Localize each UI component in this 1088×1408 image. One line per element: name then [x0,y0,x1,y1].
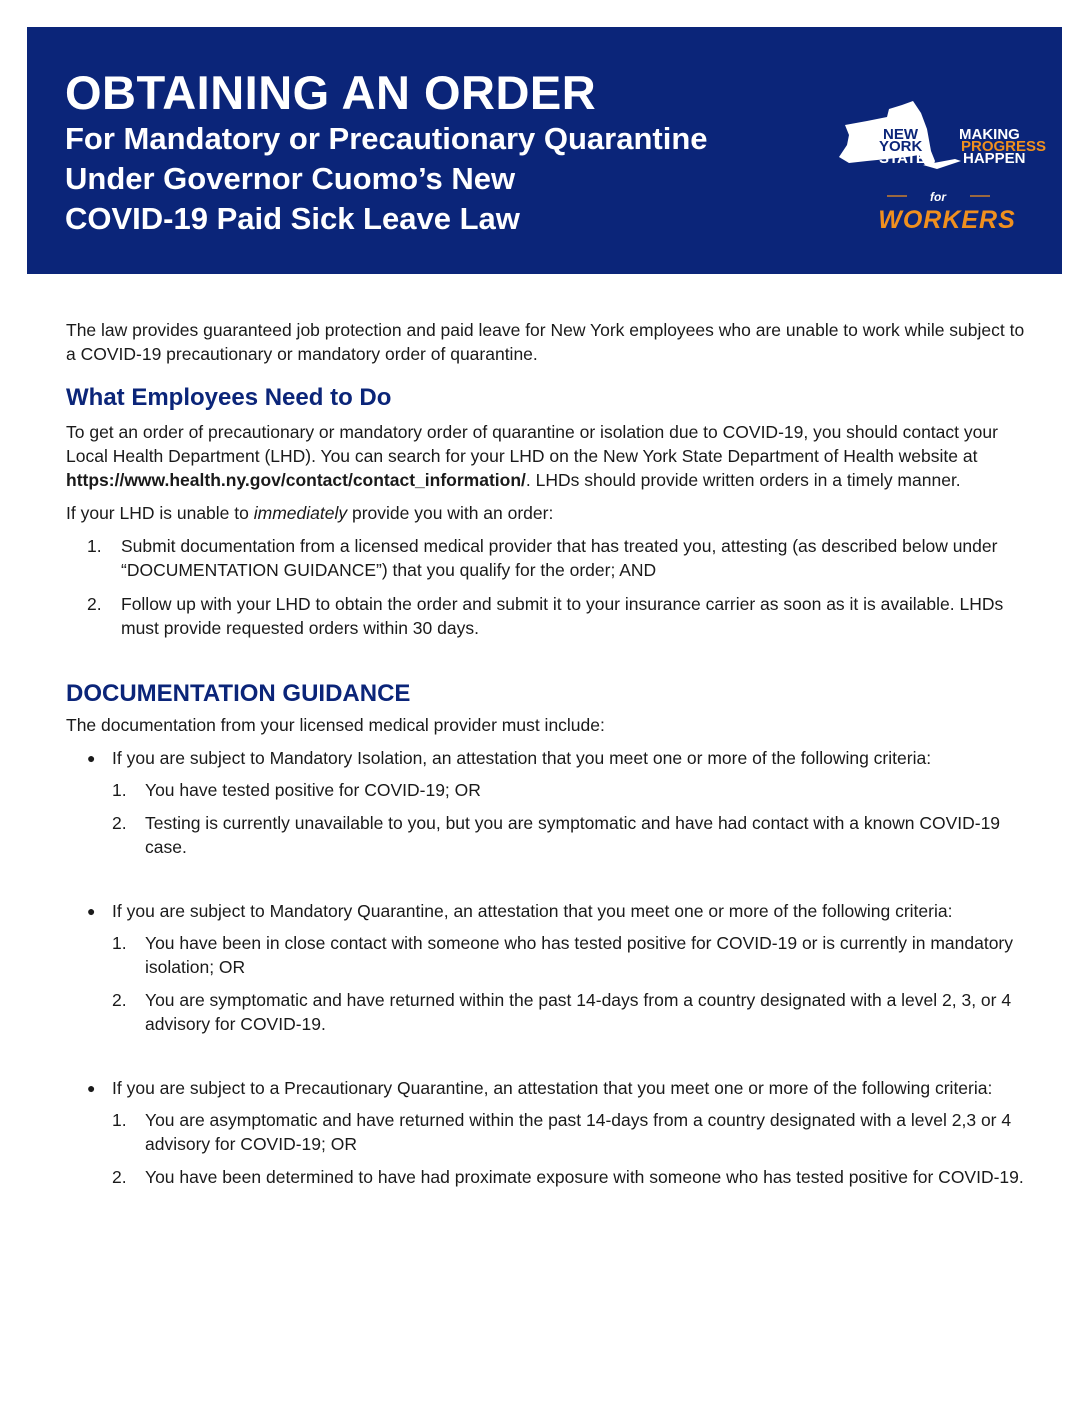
paragraph-text: . LHDs should provide written orders in a timely manner. [525,470,961,490]
criteria-group [66,899,1026,1036]
lhd-paragraph [66,420,1026,492]
document-body [66,318,1026,1189]
list-number: 1. [87,536,102,556]
logo-text: HAPPEN [963,150,1026,167]
list-text: Testing is currently unavailable to you, but you are symptomatic and have had contact with a known COVID-19 case. [145,813,1001,857]
list-number: 2. [87,594,102,614]
nys-workers-logo [827,95,1047,260]
bullet-text: If you are subject to Mandatory Isolation, an attestation that you meet one or more of the following criteria: [112,748,932,768]
paragraph-text: If your LHD is unable to [66,503,254,523]
employees-heading: What Employees Need to Do [66,384,392,411]
logo-text: for [930,190,946,204]
list-item [66,1165,1026,1189]
list-number: 2. [112,813,127,833]
logo-text: YORK [879,138,923,155]
bullet-text: If you are subject to a Precautionary Quarantine, an attestation that you meet one or more of the following criteria: [112,1078,993,1098]
list-number: 2. [112,990,127,1010]
list-item [66,1108,1026,1156]
intro-paragraph: The law provides guaranteed job protection and paid leave for New York employees who are unable to work while subject to a COVID-19 precautionary or mandatory order of quarantine. [66,320,1025,364]
emphasis-text: immediately [253,503,348,523]
list-item [66,811,1026,859]
list-item [66,778,1026,802]
guidance-intro: The documentation from your licensed medical provider must include: [66,715,605,735]
logo-text: PROGRESS [961,138,1047,155]
employee-steps [66,534,1026,640]
criteria-list [66,931,1026,1036]
logo-text: MAKING [959,126,1020,143]
list-number: 1. [112,933,127,953]
list-item [66,931,1026,979]
list-text: You are asymptomatic and have returned within the past 14-days from a country designated with a level 2,3 or 4 advisory for COVID-19; OR [145,1110,1012,1154]
list-number: 1. [112,1110,127,1130]
logo-text: NEW [883,126,918,143]
bullet-icon: ● [87,903,96,919]
list-text: You have been in close contact with someone who has tested positive for COVID-19 or is currently in mandatory isolation; OR [145,933,1014,977]
guidance-heading: DOCUMENTATION GUIDANCE [66,680,411,707]
subtitle-line: COVID-19 Paid Sick Leave Law [65,201,520,236]
list-number: 1. [112,780,127,800]
list-text: Follow up with your LHD to obtain the order and submit it to your insurance carrier as soon as it is available. LHDs must provide requested orders within 30 days. [121,594,1004,638]
bullet-icon: ● [87,750,96,766]
paragraph-text: To get an order of precautionary or mandatory order of quarantine or isolation due to COVID-19, you should contact your Local Health Department (LHD). You can search for your LHD on the New York State Department of Health website at [66,422,998,466]
list-item [66,534,1026,582]
criteria-group [66,1076,1026,1189]
list-text: You have been determined to have had proximate exposure with someone who has tested positive for COVID-19. [145,1167,1024,1187]
bullet-icon: ● [87,1080,96,1096]
page-title: OBTAINING AN ORDER [65,66,597,119]
bullet-item [66,1076,1026,1100]
page-subtitle [65,119,805,239]
paragraph-text: provide you with an order: [347,503,554,523]
subtitle-line: Under Governor Cuomo’s New [65,161,516,196]
bullet-item [66,746,1026,770]
list-text: You have tested positive for COVID-19; OR [145,780,481,800]
lhd-link[interactable]: https://www.health.ny.gov/contact/contact_information/ [66,470,526,490]
criteria-group [66,746,1026,859]
list-number: 2. [112,1167,127,1187]
list-item [66,988,1026,1036]
header-banner [27,27,1062,274]
bullet-item [66,899,1026,923]
criteria-list [66,778,1026,859]
list-item [66,592,1026,640]
criteria-list [66,1108,1026,1189]
list-text: You are symptomatic and have returned within the past 14-days from a country designated with a level 2, 3, or 4 advisory for COVID-19. [145,990,1012,1034]
lhd-unable-paragraph [66,501,1026,525]
bullet-text: If you are subject to Mandatory Quarantine, an attestation that you meet one or more of the following criteria: [112,901,953,921]
subtitle-line: For Mandatory or Precautionary Quarantine [65,121,708,156]
logo-text: STATE [879,150,926,167]
logo-text: WORKERS [878,206,1016,234]
list-text: Submit documentation from a licensed medical provider that has treated you, attesting (as described below under “DOCUMENTATION GUIDANCE”) that you qualify for the order; AND [121,536,998,580]
